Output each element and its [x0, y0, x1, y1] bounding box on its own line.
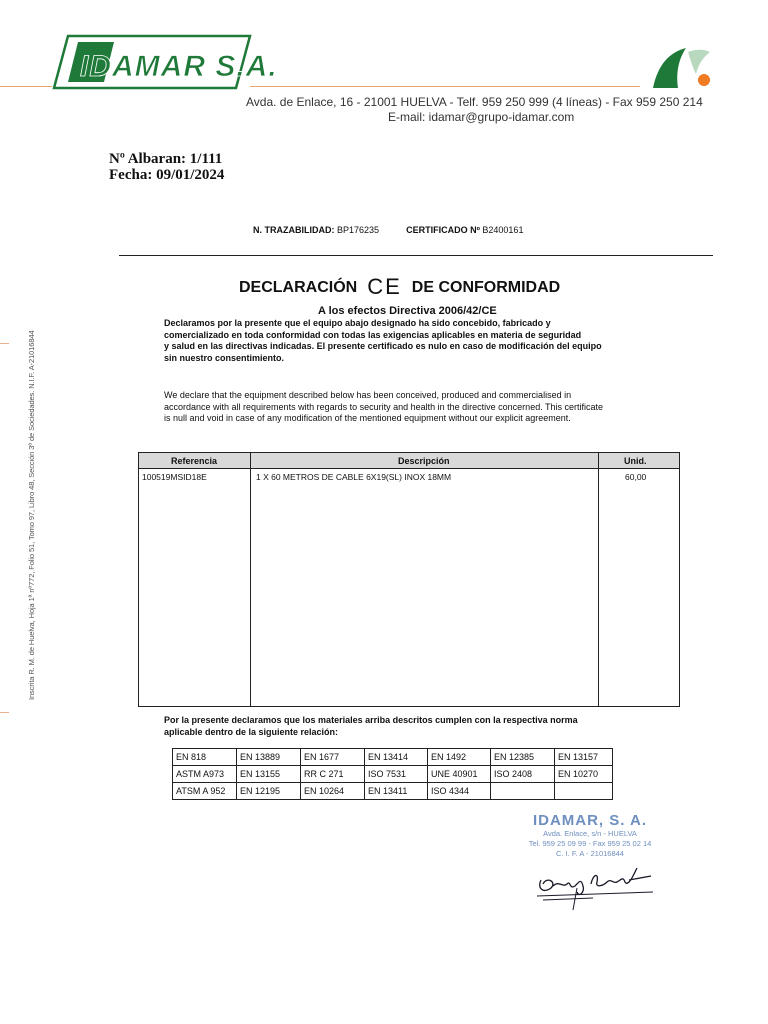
traceability-label: N. TRAZABILIDAD:	[253, 225, 335, 235]
norm-cell	[555, 783, 613, 800]
norms-intro: Por la presente declaramos que los materiales arriba descritos cumplen con la respectiva norma aplicable dentro de la siguiente relación:	[164, 715, 578, 737]
equipment-table	[138, 452, 680, 707]
svg-text:IDAMAR S.A.: IDAMAR S.A.	[80, 50, 278, 83]
table-row	[173, 766, 613, 783]
cell-descripcion: 1 X 60 METROS DE CABLE 6X19(SL) INOX 18MM	[256, 472, 452, 482]
table-row	[173, 749, 613, 766]
norm-cell: EN 12385	[491, 749, 555, 766]
side-tick-mark	[0, 343, 9, 344]
stamp-phone: Tel. 959 25 09 99 - Fax 959 25 02 14	[528, 839, 652, 848]
norm-cell: EN 13155	[237, 766, 301, 783]
header-descripcion: Descripción	[398, 456, 450, 466]
norm-cell	[491, 783, 555, 800]
norm-cell: EN 13889	[237, 749, 301, 766]
albaran-date: Fecha: 09/01/2024	[109, 167, 225, 183]
stamp-name: IDAMAR, S. A.	[532, 812, 648, 829]
traceability-value: BP176235	[337, 225, 380, 235]
declaration-text-es: Declaramos por la presente que el equipo abajo designado ha sido concebido, fabricado y comercializado en toda conformidad con todas las exigencias aplicables en materia de seguridad y salud en las directivas indicadas. El presente certificado es nulo en caso de modificación del equipo sin nuestro consentimiento.	[164, 318, 602, 363]
company-stamp	[510, 812, 670, 859]
side-tick-mark	[0, 712, 9, 713]
norm-cell: ASTM A973	[173, 766, 237, 783]
registry-side-note: Inscrita R. M. de Huelva, Hoja 1ª nº772, Folio 51, Tomo 97, Libro 48, Sección 3ª de Sociedades. N.I.F. A-21016844	[27, 330, 36, 700]
header-rule-right	[250, 86, 640, 87]
header-referencia: Referencia	[171, 456, 218, 466]
norm-cell: ISO 7531	[365, 766, 428, 783]
certificate-value: B2400161	[482, 225, 524, 235]
norm-cell: EN 13157	[555, 749, 613, 766]
norm-cell: EN 13411	[365, 783, 428, 800]
declaration-text-en: We declare that the equipment described below has been conceived, produced and commercialised in accordance with all requirements with regards to security and health in the directive concerned. This certificate is null and void in case of any modification of the mentioned equipment without our explicit agreement.	[164, 390, 604, 423]
header-rule-left	[0, 86, 52, 87]
norm-cell: EN 10264	[301, 783, 365, 800]
column-divider	[250, 453, 251, 706]
column-divider	[598, 453, 599, 706]
norm-cell: EN 818	[173, 749, 237, 766]
norm-cell: ISO 2408	[491, 766, 555, 783]
norm-cell: EN 13414	[365, 749, 428, 766]
cell-referencia: 100519MSID18E	[142, 472, 207, 482]
company-address: Avda. de Enlace, 16 - 21001 HUELVA - Telf. 959 250 999 (4 líneas) - Fax 959 250 214	[246, 95, 703, 109]
declaration-title	[239, 272, 560, 298]
ce-mark-icon: CE	[367, 274, 402, 299]
header-unidades: Unid.	[624, 456, 647, 466]
norm-cell: ATSM A 952	[173, 783, 237, 800]
company-email: E-mail: idamar@grupo-idamar.com	[388, 110, 575, 124]
norm-cell: UNE 40901	[428, 766, 491, 783]
certificate-label: CERTIFICADO Nº	[406, 225, 480, 235]
signature	[533, 858, 658, 913]
stamp-cif: C. I. F. A - 21016844	[556, 849, 624, 858]
norm-cell: RR C 271	[301, 766, 365, 783]
norm-cell: EN 1677	[301, 749, 365, 766]
title-left: DECLARACIÓN	[239, 279, 358, 296]
norms-table	[172, 748, 613, 800]
idamar-logo	[50, 32, 278, 94]
title-right: DE CONFORMIDAD	[411, 279, 561, 296]
section-divider	[119, 255, 713, 256]
cell-unidades: 60,00	[625, 472, 647, 482]
traceability-line	[253, 225, 523, 235]
norm-cell: EN 12195	[237, 783, 301, 800]
directive-subtitle: A los efectos Directiva 2006/42/CE	[318, 305, 497, 317]
brand-mark-icon	[648, 44, 718, 94]
table-row	[173, 783, 613, 800]
norm-cell: EN 1492	[428, 749, 491, 766]
albaran-number: Nº Albaran: 1/111	[109, 151, 223, 167]
norm-cell: EN 10270	[555, 766, 613, 783]
stamp-address: Avda. Enlace, s/n - HUELVA	[543, 829, 637, 838]
norm-cell: ISO 4344	[428, 783, 491, 800]
